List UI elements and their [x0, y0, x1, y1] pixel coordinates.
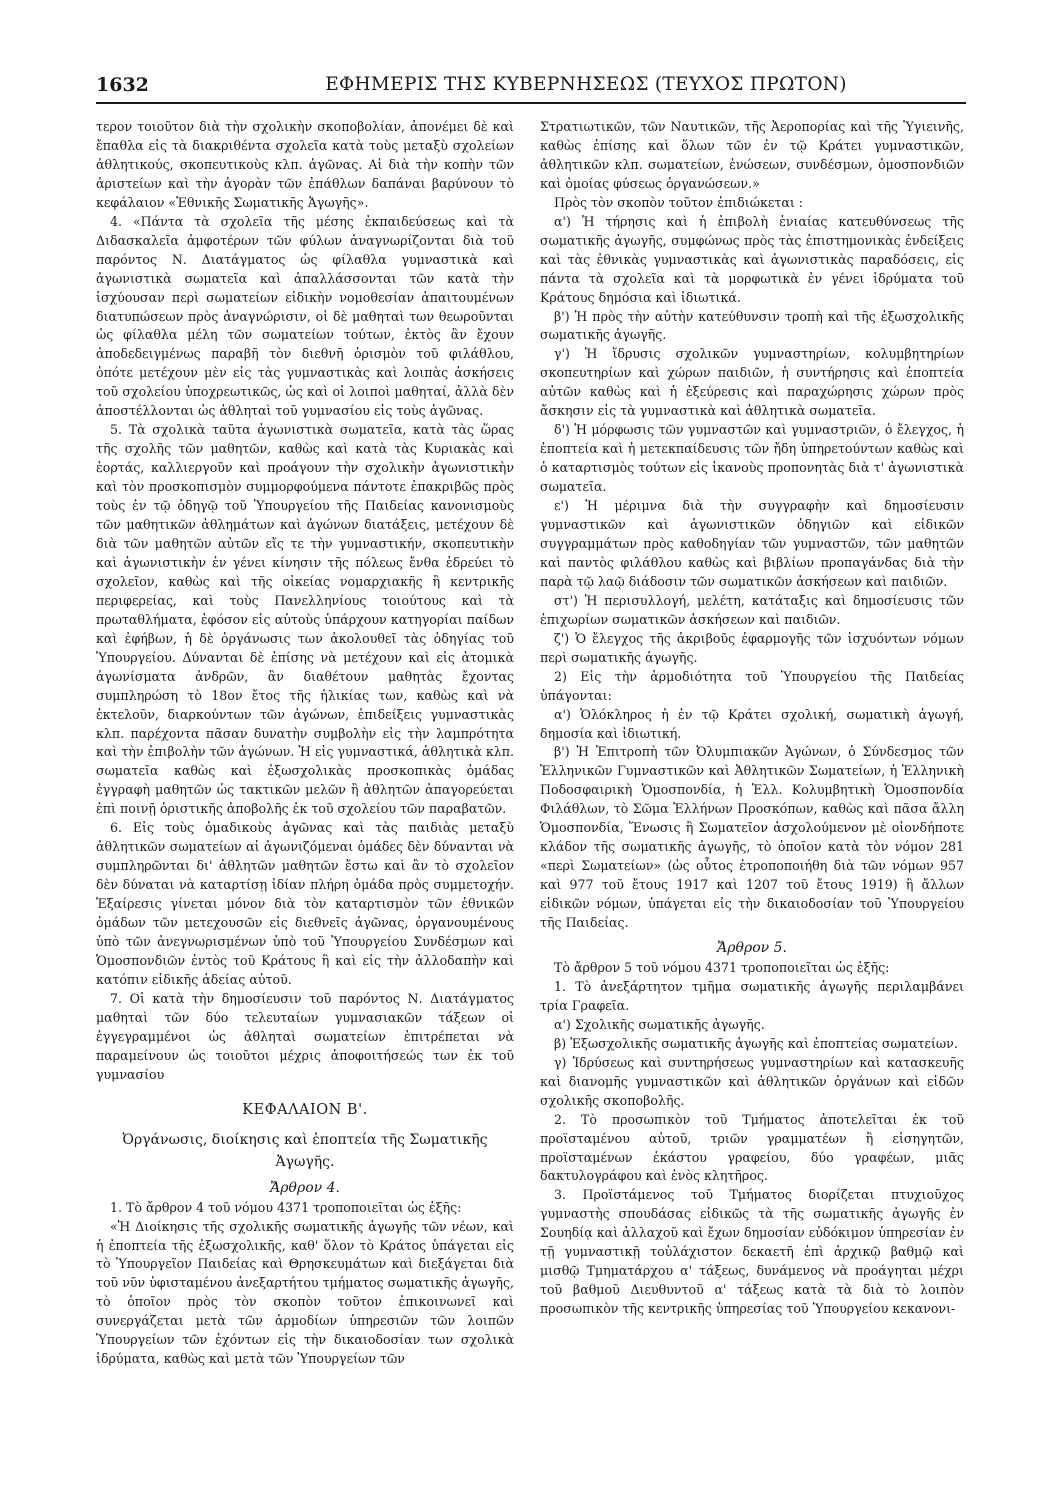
paragraph: Τὸ ἄρθρον 5 τοῦ νόμου 4371 τροποποιεῖται ὡς ἑξῆς: [554, 959, 890, 975]
paragraph: δ') Ἡ μόρφωσις τῶν γυμναστῶν καὶ γυμναστριῶν, ὁ ἔλεγχος, ἡ ἐποπτεία καὶ ἡ μετεκπαίδευσις τῶν ἤδη ὑπηρετούντων καθὼς καὶ ὁ καταρτισμὸς τούτων εἰς ἱκανοὺς προπονητὰς διὰ τ' ἀγωνιστικὰ σωματεῖα. [540, 422, 964, 495]
page-number: 1632 [96, 74, 149, 96]
paragraph: Στρατιωτικῶν, τῶν Ναυτικῶν, τῆς Ἀεροπορίας καὶ τῆς Ὑγιεινῆς, καθὼς ἐπίσης καὶ ὅλων τῶν ἐν τῷ Κράτει γυμναστικῶν, ἀθλητικῶν κλπ. σωματείων, ἑνώσεων, συνδέσμων, ὁμοσπονδιῶν καὶ ὁμοίας φύσεως ὀργανώσεων.» [540, 119, 964, 191]
paragraph: 1. Τὸ ἀνεξάρτητον τμῆμα σωματικῆς ἀγωγῆς περιλαμβάνει τρία Γραφεῖα. [540, 978, 964, 1013]
paragraph: Πρὸς τὸν σκοπὸν τοῦτον ἐπιδιώκεται : [554, 194, 804, 210]
chapter-subtitle: Ἀγωγῆς. [275, 1153, 335, 1170]
paragraph: β') Ἡ Ἐπιτροπὴ τῶν Ὀλυμπιακῶν Ἀγώνων, ὁ Σύνδεσμος τῶν Ἑλληνικῶν Γυμναστικῶν καὶ Ἀθλητικῶν Σωματείων, ἡ Ἑλληνικὴ Ποδοσφαιρικὴ Ὁμοσπονδία, ἡ Ἑλλ. Κολυμβητικὴ Ὁμοσπονδία Φιλάθλων, τὸ Σῶμα Ἑλλήνων Προσκόπων, καθὼς καὶ πᾶσα ἄλλη Ὁμοσπονδία, Ἕνωσις ἢ Σωματεῖον ἀσχολούμενον μὲ οἱονδήποτε κλάδον τῆς σωματικῆς ἀγωγῆς, τὸ ὁποῖον κατὰ τὸν νόμον 281 «περὶ Σωματείων» (ὡς οὗτος ἐτροποποιήθη διὰ τῶν νόμων 957 καὶ 977 τοῦ ἔτους 1917 καὶ 1207 τοῦ ἔτους 1919) ἢ ἄλλων εἰδικῶν νόμων, ὑπάγεται εἰς τὴν δικαιοδοσίαν τοῦ Ὑπουργείου τῆς Παιδείας. [540, 744, 964, 931]
paragraph: 5. Τὰ σχολικὰ ταῦτα ἀγωνιστικὰ σωματεῖα, κατὰ τὰς ὥρας τῆς σχολῆς τῶν μαθητῶν, καθὼς καὶ κατὰ τὰς Κυριακὰς καὶ ἑορτάς, καλλιεργοῦν καὶ προάγουν τὴν σχολικὴν ἀγωνιστικὴν καὶ τὸν προσκοπισμὸν συμμορφούμενα πάντοτε ἐπακριβῶς πρὸς τοὺς ἐν τῷ ὁδηγῷ τοῦ Ὑπουργείου τῆς Παιδείας κανονισμοὺς τῶν μαθητικῶν ἀθλημάτων καὶ ἀγώνων διατάξεις, μετέχουν δὲ διὰ τῶν μαθητῶν αὐτῶν εἴς τε τὴν γυμναστικήν, σκοπευτικὴν καὶ ἀγωνιστικὴν ἐν γένει κίνησιν τῆς πόλεως ἔνθα ἑδρεύει τὸ σχολεῖον, καθὼς καὶ τῆς οἰκείας νομαρχιακῆς ἢ κεντρικῆς περιφερείας, καὶ τοὺς Πανελληνίους τοιούτους καὶ τὰ πρωταθλήματα, ἐφόσον εἰς αὐτοὺς ὑπάρχουν κατηγορίαι παίδων καὶ ἐφήβων, ἡ δὲ ὀργάνωσις των ἀκολουθεῖ τὰς ὁδηγίας τοῦ Ὑπουργείου. Δύνανται δὲ ἐπίσης νὰ μετέχουν καὶ εἰς ἀτομικὰ ἀγωνίσματα ἀνδρῶν, ἂν διαθέτουν μαθητὰς ἔχοντας συμπληρώση τὸ 18ον ἔτος τῆς ἡλικίας των, καθὼς καὶ νὰ ἐκτελοῦν, διαρκούντων τῶν ἀγώνων, ἐπιδείξεις γυμναστικὰς κλπ. παρέχοντα πᾶσαν δυνατὴν συμβολὴν εἰς τὴν λαμπρότητα καὶ τὴν ἐπιβολὴν τῶν ἀγώνων. Ἡ εἰς γυμναστικά, ἀθλητικὰ κλπ. σωματεῖα καθὼς καὶ ἐξωσχολικὰς προσκοπικὰς ὁμάδας ἐγγραφὴ μαθητῶν ὡς τακτικῶν μελῶν ἢ ἀθλητῶν ἀπαγορεύεται ἐπὶ ποινῇ ὁριστικῆς ἀποβολῆς ἐκ τοῦ σχολείου τῶν παραβατῶν. [96, 422, 514, 817]
right-column [540, 118, 964, 1319]
paragraph: β) Ἐξωσχολικῆς σωματικῆς ἀγωγῆς καὶ ἐποπτείας σωματείων. [554, 1035, 958, 1051]
page-header [96, 68, 966, 104]
paragraph: 6. Εἰς τοὺς ὁμαδικοὺς ἀγῶνας καὶ τὰς παιδιὰς μεταξὺ ἀθλητικῶν σωματείων αἱ ἀγωνιζόμεναι ὁμάδες δὲν δύνανται νὰ συμπληρῶνται δι' ἀθλητῶν μαθητῶν ἔστω καὶ ἂν τὸ σχολεῖον δὲν δύναται νὰ καταρτίσῃ ἰδίαν πλήρη ὁμάδα πρὸς συμμετοχήν. Ἐξαίρεσις γίνεται μόνον διὰ τὸν καταρτισμὸν τῶν ἐθνικῶν ὁμάδων τῶν μετεχουσῶν εἰς διεθνεῖς ἀγῶνας, ὀργανουμένους ὑπὸ τῶν ἀνεγνωρισμένων ὑπὸ τοῦ Ὑπουργείου Συνδέσμων καὶ Ὁμοσπονδιῶν ἐντὸς τοῦ Κράτους ἢ καὶ εἰς τὴν ἀλλοδαπὴν καὶ κατόπιν εἰδικῆς ἀδείας αὐτοῦ. [96, 820, 514, 987]
paragraph: 2) Εἰς τὴν ἁρμοδιότητα τοῦ Ὑπουργείου τῆς Παιδείας ὑπάγονται: [540, 668, 964, 703]
article-heading: Ἄρθρον 4. [270, 1179, 340, 1196]
paragraph: 7. Οἱ κατὰ τὴν δημοσίευσιν τοῦ παρόντος Ν. Διατάγματος μαθηταὶ τῶν δύο τελευταίων γυμνασιακῶν τάξεων οἱ ἐγγεγραμμένοι ὡς ἀθληταὶ σωματείων ἐπιτρέπεται νὰ παραμείνουν ὡς τοιοῦτοι μέχρις ἀποφοιτήσεώς των ἐκ τοῦ γυμνασίου [96, 990, 514, 1082]
paragraph: «Ἡ Διοίκησις τῆς σχολικῆς σωματικῆς ἀγωγῆς τῶν νέων, καὶ ἡ ἐποπτεία τῆς ἐξωσχολικῆς, καθ' ὅλον τὸ Κράτος ὑπάγεται εἰς τὸ Ὑπουργεῖον Παιδείας καὶ Θρησκευμάτων καὶ διεξάγεται διὰ τοῦ νῦν ὑφισταμένου ἀνεξαρτήτου τμήματος σωματικῆς ἀγωγῆς, τὸ ὁποῖον πρὸς τὸν σκοπὸν τοῦτον ἐπικοινωνεῖ καὶ συνεργάζεται μετὰ τῶν ἁρμοδίων ὑπηρεσιῶν τῶν λοιπῶν Ὑπουργείων τῶν ἐχόντων εἰς τὴν δικαιοδοσίαν των σχολικὰ ἱδρύματα, καθὼς καὶ μετὰ τῶν Ὑπουργείων τῶν [96, 1218, 514, 1367]
page-title: ΕΦΗΜΕΡΙΣ ΤΗΣ ΚΥΒΕΡΝΗΣΕΩΣ (ΤΕΥΧΟΣ ΠΡΩΤΟΝ) [325, 74, 847, 95]
paragraph: ε') Ἡ μέριμνα διὰ τὴν συγγραφὴν καὶ δημοσίευσιν γυμναστικῶν καὶ ἀγωνιστικῶν ὁδηγιῶν καὶ εἰδικῶν συγγραμμάτων πρὸς καθοδηγίαν τῶν γυμναστῶν, τῶν μαθητῶν καὶ παντὸς φιλάθλου καθὼς καὶ βιβλίων προπαγάνδας διὰ τὴν παρὰ τῷ λαῷ διάδοσιν τῶν σωματικῶν ἀσκήσεων καὶ παιδιῶν. [540, 498, 964, 589]
left-column [96, 118, 514, 1369]
paragraph: γ') Ἡ ἵδρυσις σχολικῶν γυμναστηρίων, κολυμβητηρίων σκοπευτηρίων καὶ χώρων παιδιῶν, ἡ συντήρησις καὶ ἐποπτεία αὐτῶν καθὼς καὶ ἡ ἐξεύρεσις καὶ παραχώρησις χώρων πρὸς ἄσκησιν εἰς τὰ γυμναστικὰ καὶ ἀθλητικὰ σωματεῖα. [540, 346, 964, 419]
paragraph: στ') Ἡ περισυλλογή, μελέτη, κατάταξις καὶ δημοσίευσις τῶν ἐπιχωρίων σωματικῶν ἀσκήσεων καὶ παιδιῶν. [540, 592, 964, 627]
paragraph: 1. Τὸ ἄρθρον 4 τοῦ νόμου 4371 τροποποιεῖται ὡς ἑξῆς: [110, 1199, 462, 1215]
paragraph: β') Ἡ πρὸς τὴν αὐτὴν κατεύθυνσιν τροπὴ καὶ τῆς ἐξωσχολικῆς σωματικῆς ἀγωγῆς. [540, 308, 964, 343]
chapter-subtitle: Ὀργάνωσις, διοίκησις καὶ ἐποπτεία τῆς Σωματικῆς [122, 1131, 488, 1148]
paragraph: α') Σχολικῆς σωματικῆς ἀγωγῆς. [554, 1016, 765, 1032]
paragraph: α') Ἡ τήρησις καὶ ἡ ἐπιβολὴ ἑνιαίας κατευθύνσεως τῆς σωματικῆς ἀγωγῆς, συμφώνως πρὸς τὰς ἐπιστημονικὰς ἐνδείξεις καὶ τὰς ἐθνικὰς γυμναστικὰς καὶ ἀγωνιστικὰς παραδόσεις, εἰς πάντα τὰ σχολεῖα καὶ τὰ μορφωτικὰ ἐν γένει ἱδρύματα τοῦ Κράτους δημόσια καὶ ἰδιωτικά. [540, 213, 964, 305]
paragraph: 2. Τὸ προσωπικὸν τοῦ Τμήματος ἀποτελεῖται ἐκ τοῦ προϊσταμένου αὐτοῦ, τριῶν γραμματέων ἢ εἰσηγητῶν, προϊσταμένων ἑκάστου γραφείου, δύο γραφέων, μιᾶς δακτυλογράφου καὶ ἑνὸς κλητῆρος. [540, 1111, 964, 1184]
article-heading: Ἄρθρον 5. [717, 939, 787, 956]
paragraph: τερον τοιοῦτον διὰ τὴν σχολικὴν σκοποβολίαν, ἀπονέμει δὲ καὶ ἔπαθλα εἰς τὰ διακριθέντα σχολεῖα κατὰ τοὺς μεταξὺ σχολείων ἀθλητικούς, σκοπευτικοὺς κλπ. ἀγῶνας. Αἱ διὰ τὴν κοπὴν τῶν ἀριστείων καὶ τὴν ἀγορὰν τῶν ἐπάθλων δαπάναι βαρύνουν τὸ κεφάλαιον «Ἐθνικῆς Σωματικῆς Ἀγωγῆς». [96, 119, 514, 210]
paragraph: ζ') Ὁ ἔλεγχος τῆς ἀκριβοῦς ἐφαρμογῆς τῶν ἰσχυόντων νόμων περὶ σωματικῆς ἀγωγῆς. [540, 630, 964, 665]
paragraph: 4. «Πάντα τὰ σχολεῖα τῆς μέσης ἐκπαιδεύσεως καὶ τὰ Διδασκαλεῖα ἀμφοτέρων τῶν φύλων ἀναγνωρίζονται διὰ τοῦ παρόντος Ν. Διατάγματος ὡς φίλαθλα γυμναστικὰ καὶ ἀγωνιστικὰ σωματεῖα καὶ ἀπαλλάσσονται τῶν κατὰ τὴν ἰσχύουσαν περὶ σωματείων εἰδικὴν νομοθεσίαν ἀπαιτουμένων διατυπώσεων πρὸς ἀναγνώρισιν, οἱ δὲ μαθηταὶ των θεωροῦνται ὡς φίλαθλα μέλη τῶν σωματείων τούτων, ἐκτὸς ἂν ἔχουν ἀποδεδειγμένως παραβῆ τὸν διεθνῆ ὁρισμὸν τοῦ φιλάθλου, ὁπότε μετέχουν μὲν εἰς τὰς γυμναστικὰς καὶ λοιπὰς ἀσκήσεις τοῦ σχολείου ὑποχρεωτικῶς, ὡς καὶ οἱ λοιποὶ μαθηταί, ἀλλὰ δὲν ἀποστέλλονται ὡς ἀθληταὶ τοῦ γυμνασίου εἰς τοὺς ἀγῶνας. [96, 213, 514, 419]
chapter-heading: ΚΕΦΑΛΑΙΟΝ Β'. [242, 1101, 368, 1118]
paragraph: α') Ὁλόκληρος ἡ ἐν τῷ Κράτει σχολική, σωματικὴ ἀγωγή, δημοσία καὶ ἰδιωτική. [540, 706, 964, 741]
paragraph: 3. Προϊστάμενος τοῦ Τμήματος διορίζεται πτυχιοῦχος γυμναστὴς σπουδάσας εἰδικῶς τὰ τῆς σωματικῆς ἀγωγῆς ἐν Σουηδίᾳ καὶ ἀλλαχοῦ καὶ ἔχων δημοσίαν εὐδόκιμον ὑπηρεσίαν ἐν τῇ γυμναστικῇ τοὐλάχιστον δεκαετῆ ἐπὶ ἀρχικῷ βαθμῷ καὶ μισθῷ Τμηματάρχου α' τάξεως, δυνάμενος νὰ προάγηται μέχρι τοῦ βαθμοῦ Διευθυντοῦ α' τάξεως κατὰ τὰ διὰ τὸ λοιπὸν προσωπικὸν τῆς κεντρικῆς ὑπηρεσίας τοῦ Ὑπουργείου κεκανονι- [540, 1187, 964, 1317]
paragraph: γ) Ἱδρύσεως καὶ συντηρήσεως γυμναστηρίων καὶ κατασκευῆς καὶ διανομῆς γυμναστικῶν καὶ ἀθλητικῶν ὀργάνων καὶ εἰδῶν σχολικῆς σκοποβολῆς. [540, 1054, 964, 1108]
